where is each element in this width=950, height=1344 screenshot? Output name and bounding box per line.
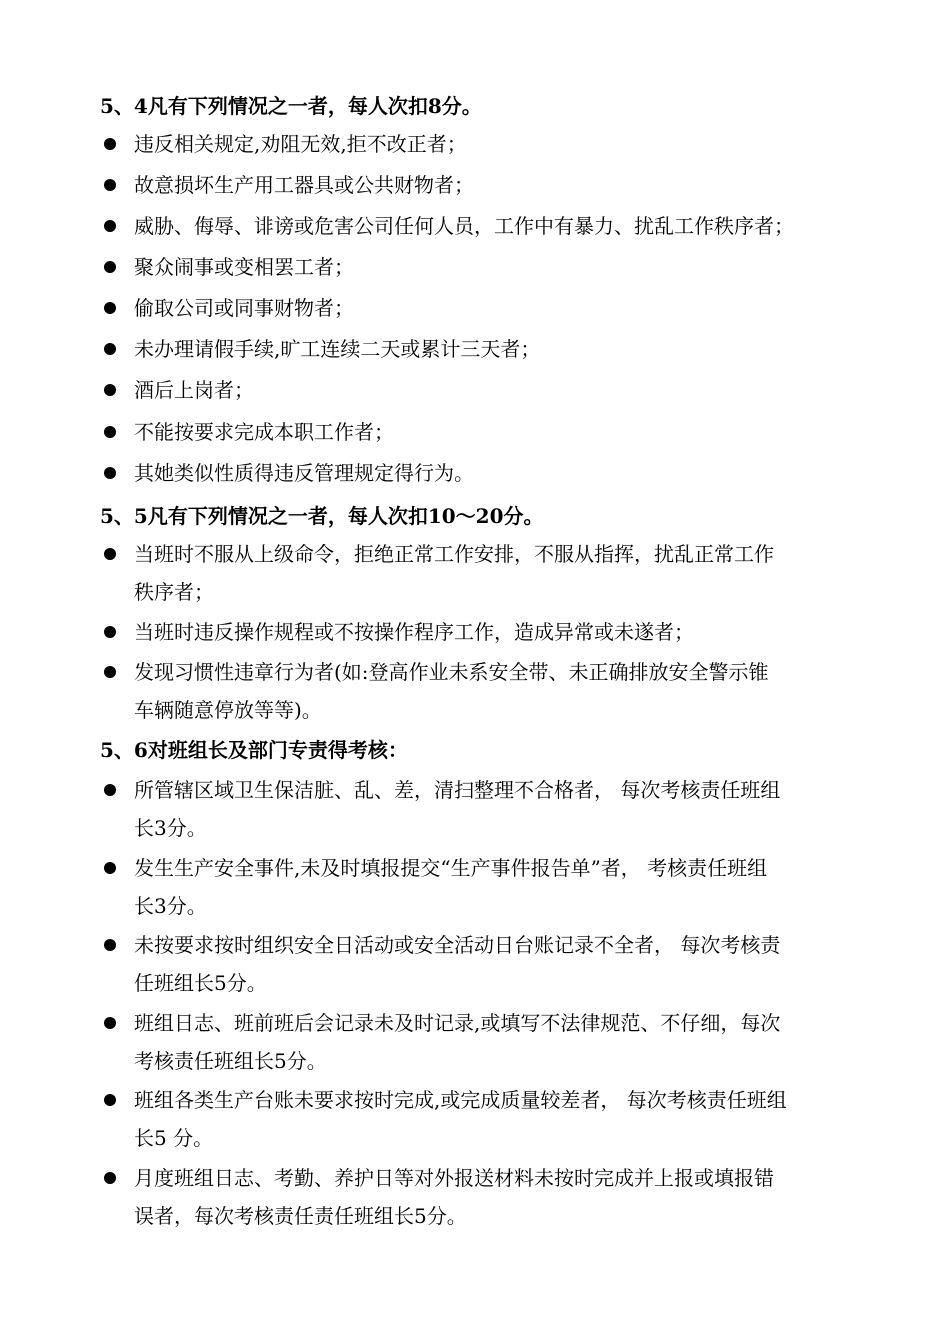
section-heading: 5、5凡有下列情况之一者，每人次扣10～20分。 <box>100 504 544 528</box>
section-heading: 5、4凡有下列情况之一者，每人次扣8分。 <box>100 94 482 118</box>
list-item-text: 未按要求按时组织安全日活动或安全活动日台账记录不全者， 每次考核责 任班组长5分。 <box>134 933 781 995</box>
list-item-text: 月度班组日志、考勤、养护日等对外报送材料未按时完成并上报或填报错 误者，每次考核责任责任班组长5分。 <box>134 1166 774 1228</box>
bullet-icon <box>104 138 116 150</box>
list-item-text: 未办理请假手续,旷工连续二天或累计三天者； <box>134 337 541 361</box>
bullet-icon <box>104 220 116 232</box>
bullet-icon <box>104 179 116 191</box>
bullet-icon <box>104 784 116 796</box>
list-item-text: 不能按要求完成本职工作者； <box>134 420 394 444</box>
bullet-icon <box>104 1094 116 1106</box>
bullet-icon <box>104 939 116 951</box>
bullet-icon <box>104 548 116 560</box>
list-item-text: 故意损坏生产用工器具或公共财物者； <box>134 173 474 197</box>
bullet-icon <box>104 862 116 874</box>
list-item-text: 所管辖区域卫生保洁脏、乱、差，清扫整理不合格者， 每次考核责任班组 长3分。 <box>134 778 781 840</box>
bullet-icon <box>104 666 116 678</box>
list-item-text: 违反相关规定,劝阻无效,拒不改正者； <box>134 132 467 156</box>
list-item-text: 聚众闹事或变相罢工者； <box>134 255 354 279</box>
bullet-icon <box>104 426 116 438</box>
bullet-icon <box>104 343 116 355</box>
list-item-text: 班组日志、班前班后会记录未及时记录,或填写不法律规范、不仔细，每次 考核责任班组长5分。 <box>134 1011 781 1073</box>
list-item-text: 威胁、侮辱、诽谤或危害公司任何人员，工作中有暴力、扰乱工作秩序者； <box>134 214 794 238</box>
bullet-icon <box>104 261 116 273</box>
list-item-text: 其她类似性质得违反管理规定得行为。 <box>134 461 474 485</box>
bullet-icon <box>104 467 116 479</box>
bullet-icon <box>104 1017 116 1029</box>
list-item-text: 当班时不服从上级命令，拒绝正常工作安排，不服从指挥，扰乱正常工作 秩序者； <box>134 542 774 604</box>
list-item-text: 酒后上岗者； <box>134 378 254 402</box>
list-item-text: 班组各类生产台账未要求按时完成,或完成质量较差者， 每次考核责任班组 长5 分。 <box>134 1088 787 1150</box>
list-item-text: 发现习惯性违章行为者(如:登高作业未系安全带、未正确排放安全警示锥 车辆随意停放等等)。 <box>134 660 769 722</box>
list-item-text: 当班时违反操作规程或不按操作程序工作，造成异常或未遂者； <box>134 620 694 644</box>
bullet-icon <box>104 384 116 396</box>
section-heading: 5、6对班组长及部门专责得考核： <box>100 738 408 762</box>
list-item-text: 偷取公司或同事财物者； <box>134 296 354 320</box>
bullet-icon <box>104 1172 116 1184</box>
bullet-icon <box>104 626 116 638</box>
bullet-icon <box>104 302 116 314</box>
list-item-text: 发生生产安全事件,未及时填报提交“生产事件报告单”者， 考核责任班组 长3分。 <box>134 856 768 918</box>
